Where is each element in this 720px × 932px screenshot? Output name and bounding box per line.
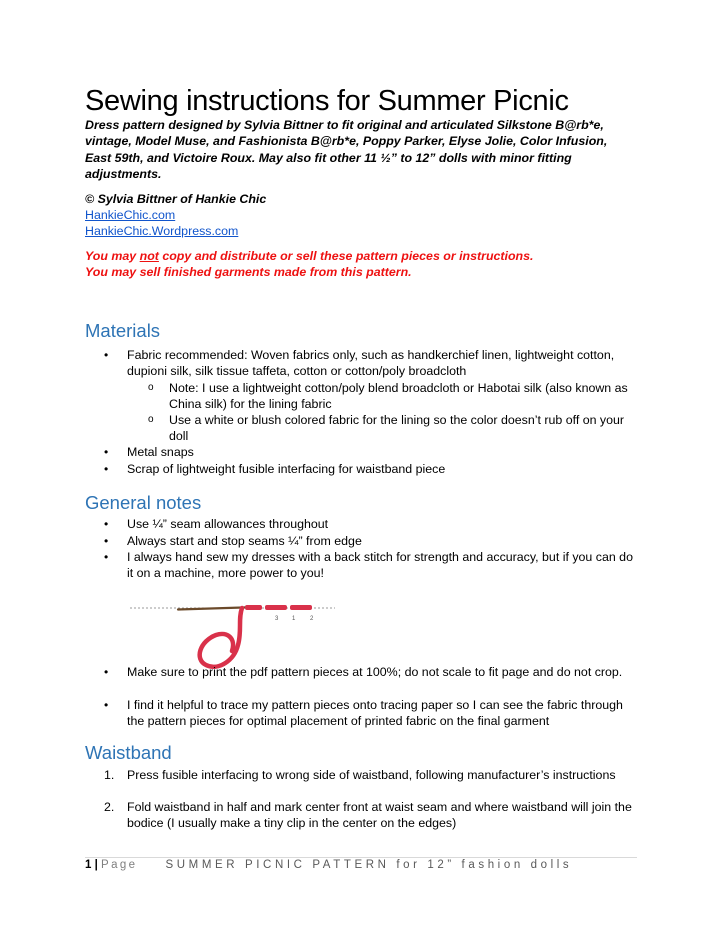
bullet-marker: • — [104, 534, 109, 548]
copyright-line: © Sylvia Bittner of Hankie Chic — [85, 192, 267, 206]
materials-heading: Materials — [85, 320, 161, 341]
bullet-marker: • — [104, 665, 109, 679]
page-number: 1 — [85, 859, 92, 871]
bullet-marker: • — [104, 517, 109, 531]
page-title: Sewing instructions for Summer Picnic — [85, 85, 569, 117]
general-notes-heading: General notes — [85, 492, 202, 513]
materials-item-snaps: Metal snaps — [127, 445, 194, 459]
step-number: 2. — [104, 800, 115, 814]
link-hankiechic-wordpress[interactable]: HankieChic.Wordpress.com — [85, 224, 239, 238]
sub-bullet-marker: o — [148, 382, 154, 393]
stitch-segment — [245, 605, 262, 610]
sell-notice: You may sell finished garments made from this pattern. — [85, 265, 412, 279]
waistband-step-2: Fold waistband in half and mark center front at waist seam and where waistband will join the bodice (I usually make a tiny clip in the center on the edges) — [127, 800, 632, 831]
stitch-segment — [265, 605, 287, 610]
page-footer — [85, 858, 572, 872]
warning-part: You may — [85, 249, 140, 263]
waistband-step-1: Press fusible interfacing to wrong side of waistband, following manufacturer’s instructions — [127, 768, 616, 782]
general-item-tracing-paper: I find it helpful to trace my pattern pieces onto tracing paper so I can see the fabric through the pattern pieces for optimal placement of printed fabric on the final garment — [127, 698, 623, 729]
thread-loop — [200, 608, 242, 667]
copy-warning — [85, 248, 533, 264]
bullet-marker: • — [104, 445, 109, 459]
materials-item-fabric: Fabric recommended: Woven fabrics only, such as handkerchief linen, lightweight cotton, dupioni silk, silk tissue taffeta, cotton or cotton/poly broadcloth — [127, 348, 615, 379]
waistband-heading: Waistband — [85, 742, 172, 763]
warning-emphasis: not — [139, 249, 159, 263]
general-item-seam-allowance: Use ¼” seam allowances throughout — [127, 517, 329, 531]
stitch-label-1: 1 — [292, 616, 296, 622]
link-hankiechic[interactable]: HankieChic.com — [85, 208, 176, 222]
materials-subitem-color: Use a white or blush colored fabric for the lining so the color doesn’t rub off on your doll — [169, 413, 625, 444]
sub-bullet-marker: o — [148, 414, 154, 425]
general-item-hand-sew: I always hand sew my dresses with a back stitch for strength and accuracy, but if you can do it on a machine, more power to you! — [127, 550, 633, 581]
materials-item-interfacing: Scrap of lightweight fusible interfacing for waistband piece — [127, 462, 446, 476]
stitch-label-3: 3 — [275, 616, 279, 622]
materials-subitem-lining: Note: I use a lightweight cotton/poly blend broadcloth or Habotai silk (also known as China silk) for the lining fabric — [169, 381, 628, 412]
back-stitch-illustration — [130, 593, 340, 675]
warning-part: copy and distribute or sell these pattern pieces or instructions. — [158, 249, 534, 263]
general-item-print-scale: Make sure to print the pdf pattern pieces at 100%; do not scale to fit page and do not crop. — [127, 665, 623, 679]
bullet-marker: • — [104, 348, 109, 362]
stitch-label-2: 2 — [310, 616, 314, 622]
footer-text: SUMMER PICNIC PATTERN for 12” fashion dolls — [165, 859, 573, 871]
bullet-marker: • — [104, 698, 109, 712]
pattern-description: Dress pattern designed by Sylvia Bittner to fit original and articulated Silkstone B@rb*e, vintage, Model Muse, and Fashionista B@rb*e, Poppy Parker, Elyse Jolie, Color Infusion, East 59th, and Victoire Roux. May also fit other 11 ½” to 12” dolls with minor fitting adjustments. — [85, 118, 608, 181]
footer-separator: | — [91, 859, 102, 871]
page-word: Page — [101, 859, 138, 871]
general-item-start-stop: Always start and stop seams ¼” from edge — [127, 534, 362, 548]
step-number: 1. — [104, 768, 115, 782]
bullet-marker: • — [104, 550, 109, 564]
bullet-marker: • — [104, 462, 109, 476]
stitch-segment — [290, 605, 312, 610]
